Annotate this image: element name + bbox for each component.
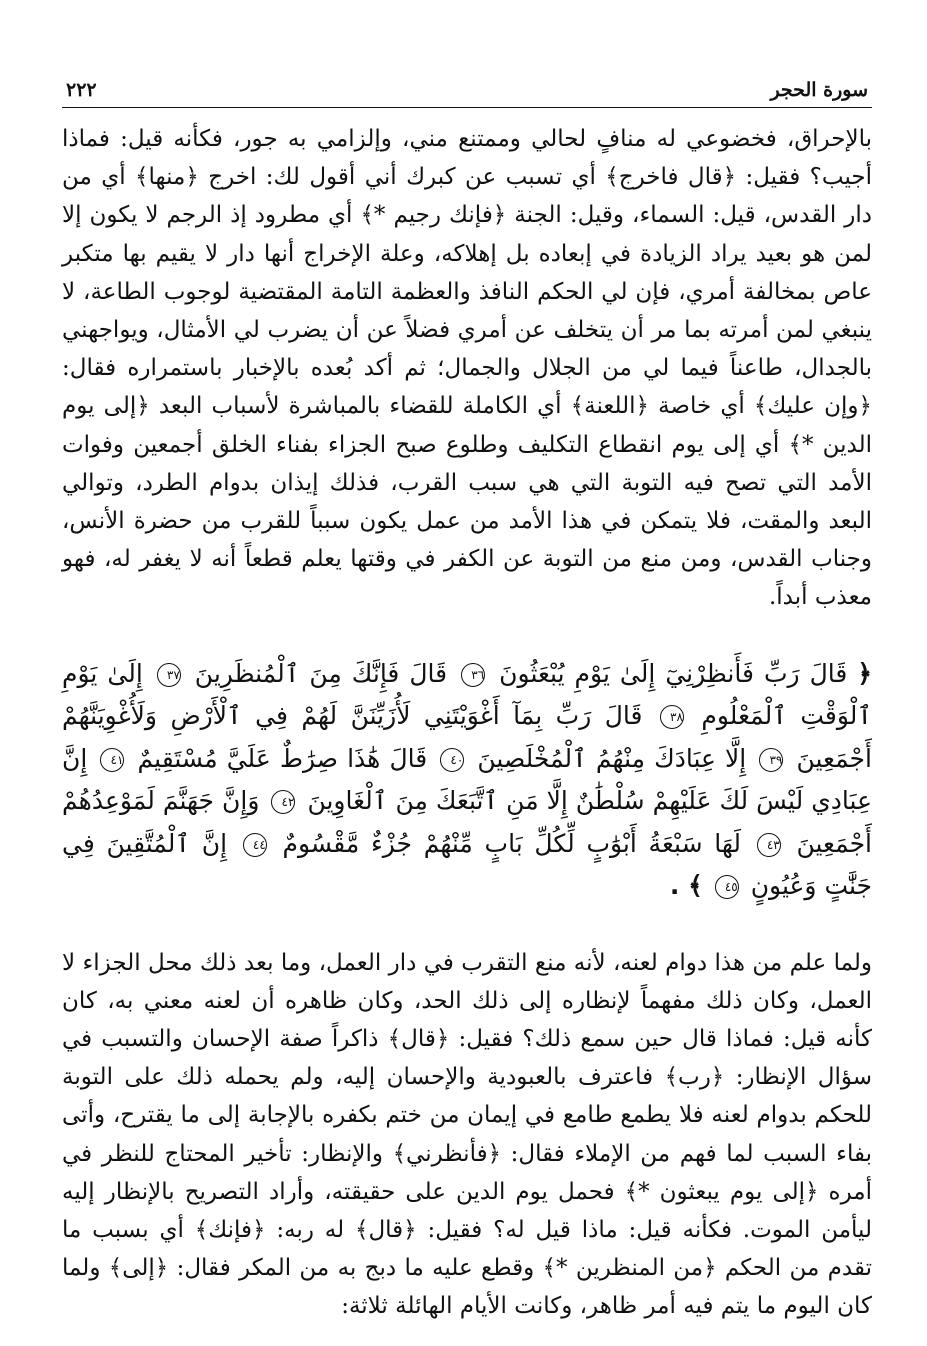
verse-number-marker: ٤١: [100, 748, 124, 772]
verse-text: إِلَىٰ يَوْمِ ٱلْوَقْتِ ٱلْمَعْلُومِ: [62, 658, 872, 731]
verse-number-marker: ٤٥: [715, 875, 739, 899]
verse-text: إِنَّ عِبَادِي لَيْسَ لَكَ عَلَيْهِمْ سُلْطَٰنٌ إِلَّا مَنِ ٱتَّبَعَكَ مِنَ ٱلْغَاوِينَ: [62, 743, 873, 816]
verse-list: [62, 659, 872, 901]
verse-text: إِلَّا عِبَادَكَ مِنْهُمُ ٱلْمُخْلَصِينَ: [477, 743, 747, 773]
page-header: [62, 56, 872, 108]
verse-number-marker: ٣٦: [461, 663, 485, 687]
verse-text: قَالَ رَبِّ فَأَنظِرْنِيٓ إِلَىٰ يَوْمِ يُبْعَثُونَ: [499, 658, 848, 688]
verse-number-marker: ٣٩: [759, 748, 783, 772]
verse-number-marker: ٤٠: [440, 748, 464, 772]
quran-verses-block: [62, 653, 872, 908]
commentary-paragraph-1: بالإحراق، فخضوعي له منافٍ لحالي وممتنع مني، وإلزامي به جور، فكأنه قيل: فماذا أجيب؟ فقيل: ﴿قال فاخرج﴾ أي تسبب عن كبرك أني أقول لك: اخرج ﴿منها﴾ أي من دار القدس، قيل: السماء، وقيل: الجنة ﴿فإنك رجيم *﴾ أي مطرود إذ الرجم لا يكون إلا لمن هو بعيد يراد الزيادة في إبعاده بل إهلاكه، وعلة الإخراج أنها دار لا يقيم بها متكبر عاص بمخالفة أمري، فإن لي الحكم النافذ والعظمة التامة المقتضية لوجوب الطاعة، لا ينبغي لمن أمرته بما مر أن يتخلف عن أمري فضلاً عن أن يضرب لي الأمثال، ويواجهني بالجدال، طاعناً فيما لي من الجلال والجمال؛ ثم أكد بُعده بالإخبار باستمراره فقال: ﴿وإن عليك﴾ أي خاصة ﴿اللعنة﴾ أي الكاملة للقضاء بالمباشرة لأسباب البعد ﴿إلى يوم الدين *﴾ أي إلى يوم انقطاع التكليف وطلوع صبح الجزاء بفناء الخلق أجمعين وفوات الأمد التي تصح فيه التوبة التي هي سبب القرب، فذلك إيذان بدوام الطرد، وتوالي البعد والمقت، فلا يتمكن في هذا الأمد من عمل يكون سبباً للقرب من حضرة الأنس، وجناب القدس، ومن منع من التوبة عن الكفر في وقتها يعلم قطعاً أنه لا يغفر له، فهو معذب أبداً.: [62, 126, 872, 611]
verse-number-marker: ٤٢: [271, 790, 295, 814]
verse-text: إِنَّ ٱلْمُتَّقِينَ فِي جَنَّٰتٍ وَعُيُونٍ: [62, 828, 872, 901]
page-number: ٢٢٢: [66, 79, 97, 101]
verse-text: قَالَ فَإِنَّكَ مِنَ ٱلْمُنظَرِينَ: [194, 658, 448, 688]
verse-close-brace: ﴾ .: [669, 871, 703, 901]
verse-open-brace: ﴿: [857, 658, 872, 688]
verse-text: قَالَ هَٰذَا صِرَٰطٌ عَلَيَّ مُسْتَقِيمٌ: [137, 743, 428, 773]
verse-text: وَإِنَّ جَهَنَّمَ لَمَوْعِدُهُمْ أَجْمَعِينَ: [62, 786, 872, 858]
verse-number-marker: ٤٣: [757, 833, 781, 857]
surah-title: سورة الحجر: [770, 79, 868, 101]
commentary-paragraph-2: ولما علم من هذا دوام لعنه، لأنه منع التقرب في دار العمل، وما بعد ذلك محل الجزاء لا العمل، وكان ذلك مفهماً لإنظاره إلى ذلك الحد، وكان ظاهره أن لعنه معني به، كان كأنه قيل: فماذا قال حين سمع ذلك؟ فقيل: ﴿قال﴾ ذاكراً صفة الإحسان والتسبب في سؤال الإنظار: ﴿رب﴾ فاعترف بالعبودية والإحسان إليه، ولم يحمله ذلك على التوبة للحكم بدوام لعنه فلا يطمع طامع في إيمان من ختم بكفره بالإجابة إلى ما يقترح، وأتى بفاء السبب لما فهم من الإملاء فقال: ﴿فأنظرني﴾ والإنظار: تأخير المحتاج للنظر في أمره ﴿إلى يوم يبعثون *﴾ فحمل يوم الدين على حقيقته، وأراد التصريح بالإنظار إليه ليأمن الموت. فكأنه قيل: ماذا قيل له؟ فقيل: ﴿قال﴾ له ربه: ﴿فإنك﴾ أي بسبب ما تقدم من الحكم ﴿من المنظرين *﴾ وقطع عليه ما دبج به من المكر فقال: ﴿إلى﴾ ولما كان اليوم ما يتم فيه أمر ظاهر، وكانت الأيام الهائلة ثلاثة:: [62, 949, 872, 1320]
verse-text: قَالَ رَبِّ بِمَآ أَغْوَيْتَنِي لَأُزَيِّنَنَّ لَهُمْ فِي ٱلْأَرْضِ وَلَأُغْوِيَنَّهُمْ أَجْمَعِينَ: [62, 701, 872, 773]
verse-number-marker: ٤٤: [243, 833, 267, 857]
book-page: [62, 56, 872, 1326]
verse-number-marker: ٣٨: [660, 705, 684, 729]
verse-number-marker: ٣٧: [157, 663, 181, 687]
verse-text: لَهَا سَبْعَةُ أَبْوَٰبٍ لِّكُلِّ بَابٍ مِّنْهُمْ جُزْءٌ مَّقْسُومٌ: [282, 828, 742, 858]
